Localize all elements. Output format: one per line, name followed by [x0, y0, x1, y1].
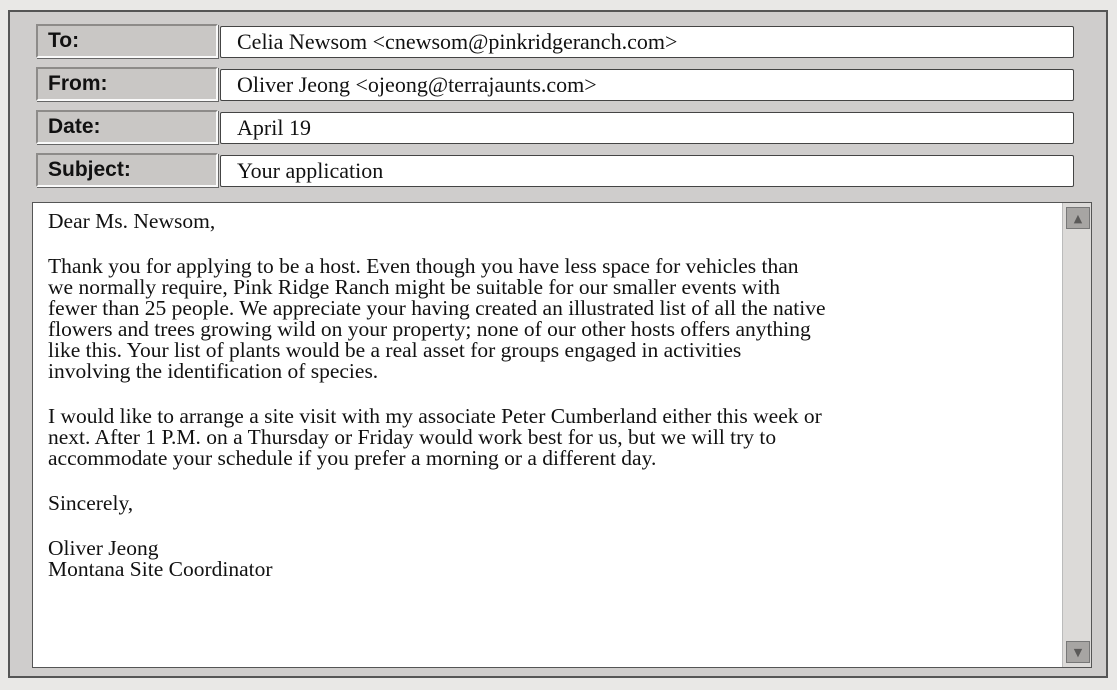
paragraph-1-line: we normally require, Pink Ridge Ranch might be suitable for our smaller events with [48, 275, 781, 299]
paragraph-1-line: like this. Your list of plants would be a real asset for groups engaged in activities [48, 338, 742, 362]
from-field[interactable]: Oliver Jeong <ojeong@terrajaunts.com> [220, 69, 1074, 101]
date-field[interactable]: April 19 [220, 112, 1074, 144]
from-label: From: [36, 67, 218, 101]
greeting: Dear Ms. Newsom, [48, 209, 216, 233]
paragraph-1-line: flowers and trees growing wild on your property; none of our other hosts offers anything [48, 317, 811, 341]
subject-label: Subject: [36, 153, 218, 187]
pm-abbreviation: P.M. [161, 425, 201, 449]
signature-name: Oliver Jeong [48, 536, 159, 560]
paragraph-2-text: next. After 1 [48, 425, 162, 449]
signature-title: Montana Site Coordinator [48, 557, 273, 581]
paragraph-1-line: involving the identification of species. [48, 359, 379, 383]
paragraph-2 [48, 406, 1058, 469]
date-label: Date: [36, 110, 218, 144]
subject-row [36, 153, 1068, 187]
paragraph-1 [48, 256, 1058, 382]
paragraph-2-line: accommodate your schedule if you prefer a morning or a different day. [48, 446, 657, 470]
date-row [36, 110, 1068, 144]
signature [48, 538, 1058, 580]
scroll-down-icon[interactable]: ▼ [1066, 641, 1090, 663]
paragraph-1-line: Thank you for applying to be a host. Even though you have less space for vehicles than [48, 254, 799, 278]
from-row [36, 67, 1068, 101]
paragraph-1-line: fewer than 25 people. We appreciate your having created an illustrated list of all the native [48, 296, 826, 320]
vertical-scrollbar[interactable] [1062, 203, 1091, 667]
email-window [8, 10, 1108, 678]
paragraph-2-line [48, 427, 1058, 448]
message-body[interactable] [32, 202, 1092, 668]
paragraph-2-line: I would like to arrange a site visit with my associate Peter Cumberland either this week or [48, 404, 822, 428]
to-row [36, 24, 1068, 58]
message-text [48, 211, 1058, 604]
paragraph-2-text: on a Thursday or Friday would work best for us, but we will try to [200, 425, 777, 449]
to-field[interactable]: Celia Newsom <cnewsom@pinkridgeranch.com> [220, 26, 1074, 58]
closing: Sincerely, [48, 491, 134, 515]
subject-field[interactable]: Your application [220, 155, 1074, 187]
scroll-up-icon[interactable]: ▲ [1066, 207, 1090, 229]
to-label: To: [36, 24, 218, 58]
